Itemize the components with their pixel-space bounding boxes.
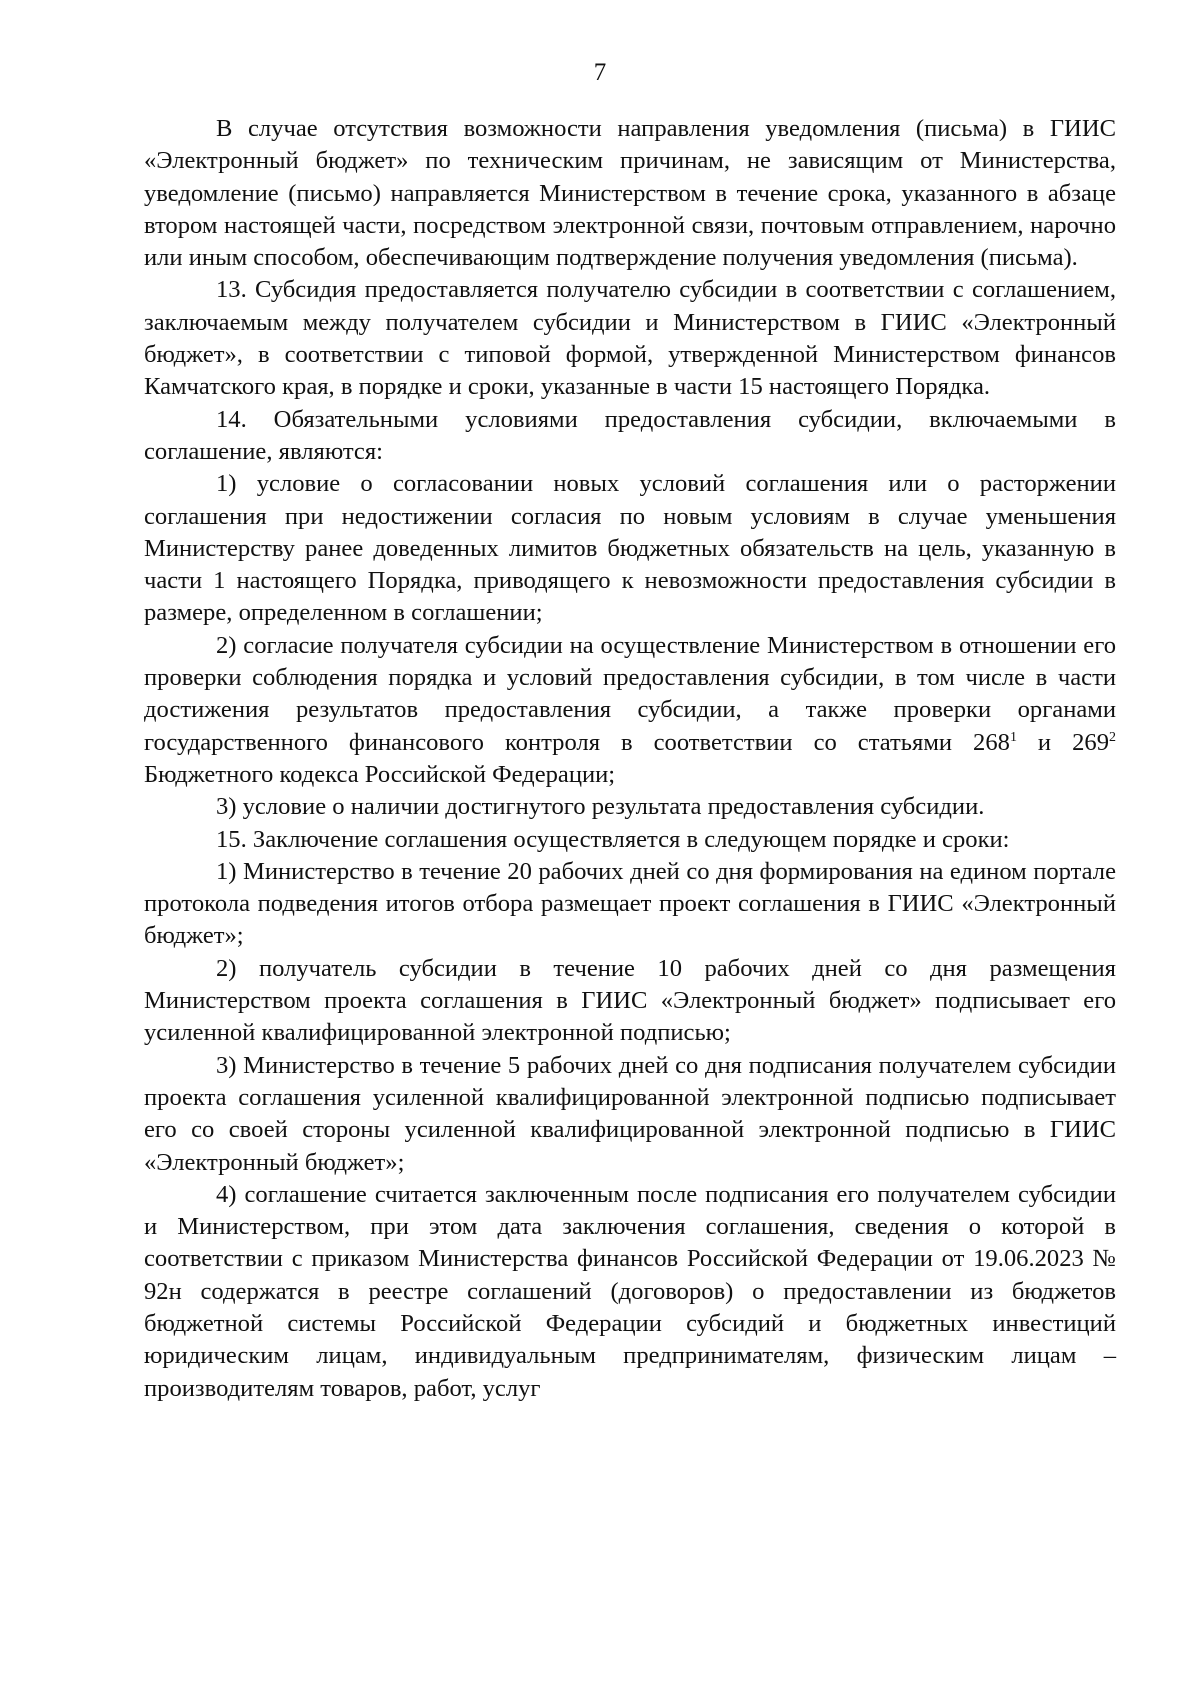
paragraph-13-subsidy-agreement: 13. Субсидия предоставляется получателю субсидии в соответствии с соглашением, заключаемым между получателем субсидии и Министерством в ГИИС «Электронный бюджет», в соответствии с типовой формой, утвержденной Министерством финансов Камчатского края, в порядке и сроки, указанные в части 15 настоящего Порядка. xyxy=(144,276,1116,401)
paragraph-14-item-2-text-before: 2) согласие получателя субсидии на осуществление Министерством в отношении его проверки соблюдения порядка и условий предоставления субсидии, в том числе в части достижения результатов предоставления субсидии, а также проверки органами государственного финансового контроля в соответствии со статьями 268 xyxy=(144,631,1116,756)
paragraph-15-item-1: 1) Министерство в течение 20 рабочих дней со дня формирования на едином портале протокола подведения итогов отбора размещает проект соглашения в ГИИС «Электронный бюджет»; xyxy=(144,857,1116,950)
page-number: 7 xyxy=(593,59,607,86)
paragraph-14-mandatory-conditions: 14. Обязательными условиями предоставления субсидии, включаемыми в соглашение, являются: xyxy=(144,405,1116,465)
paragraph-14-item-2-text-after: Бюджетного кодекса Российской Федерации; xyxy=(144,760,616,788)
paragraph-15-agreement-procedure: 15. Заключение соглашения осуществляется в следующем порядке и сроки: xyxy=(216,825,1010,853)
superscript-article-268: 1 xyxy=(1009,729,1017,745)
paragraph-15-item-3: 3) Министерство в течение 5 рабочих дней со дня подписания получателем субсидии проекта соглашения усиленной квалифицированной электронной подписью подписывает его со своей стороны усиленной квалифицированной электронной подписью в ГИИС «Электронный бюджет»; xyxy=(144,1051,1116,1176)
paragraph-14-item-2 xyxy=(144,630,1116,791)
paragraph-notice-alternative-delivery: В случае отсутствия возможности направления уведомления (письма) в ГИИС «Электронный бюджет» по техническим причинам, не зависящим от Министерства, уведомление (письмо) направляется Министерством в течение срока, указанного в абзаце втором настоящей части, посредством электронной связи, почтовым отправлением, нарочно или иным способом, обеспечивающим подтверждение получения уведомления (письма). xyxy=(144,115,1116,272)
paragraph-14-item-2-text-middle: и 269 xyxy=(1016,728,1109,756)
paragraph-15-item-2: 2) получатель субсидии в течение 10 рабочих дней со дня размещения Министерством проекта соглашения в ГИИС «Электронный бюджет» подписывает его усиленной квалифицированной электронной подписью; xyxy=(144,954,1116,1047)
paragraph-14-item-1: 1) условие о согласовании новых условий соглашения или о расторжении соглашения при недостижении согласия по новым условиям в случае уменьшения Министерству ранее доведенных лимитов бюджетных обязательств на цель, указанную в части 1 настоящего Порядка, приводящего к невозможности предоставления субсидии в размере, определенном в соглашении; xyxy=(144,470,1116,627)
paragraph-14-item-3: 3) условие о наличии достигнутого результата предоставления субсидии. xyxy=(216,793,985,821)
document-body xyxy=(144,113,1116,1405)
superscript-article-269: 2 xyxy=(1109,729,1116,745)
paragraph-15-item-4: 4) соглашение считается заключенным после подписания его получателем субсидии и Министерством, при этом дата заключения соглашения, сведения о которой в соответствии с приказом Министерства финансов Российской Федерации от 19.06.2023 № 92н содержатся в реестре соглашений (договоров) о предоставлении из бюджетов бюджетной системы Российской Федерации субсидий и бюджетных инвестиций юридическим лицам, индивидуальным предпринимателям, физическим лицам – производителям товаров, работ, услуг xyxy=(144,1180,1116,1402)
